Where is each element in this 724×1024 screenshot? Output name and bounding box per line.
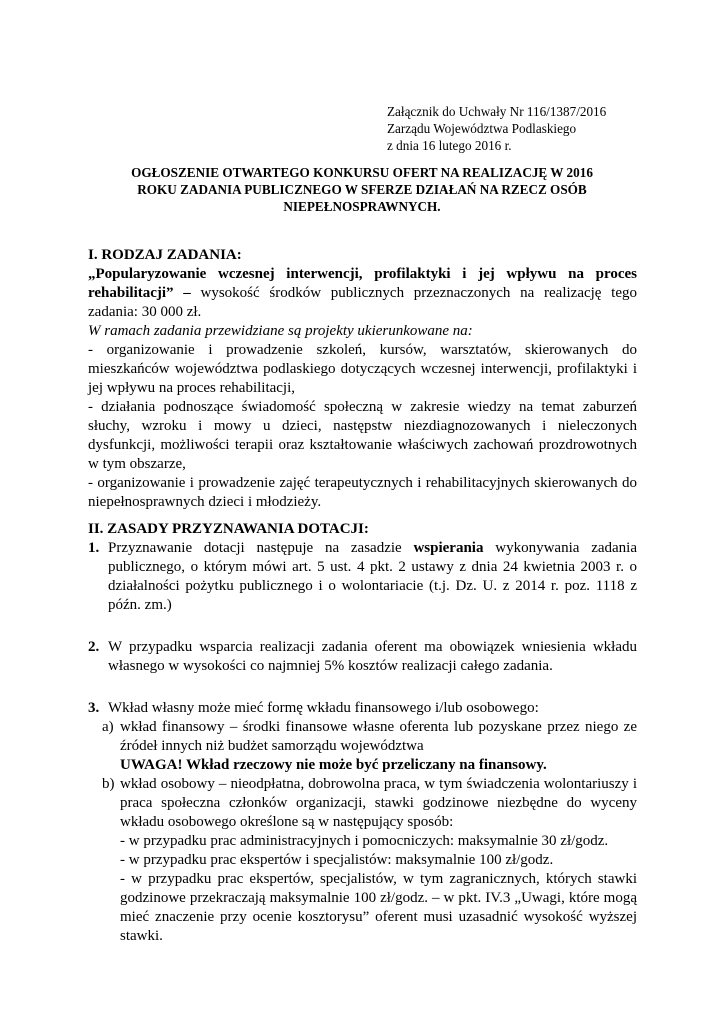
rate-experts-higher: - w przypadku prac ekspertów, specjalistów, w tym zagranicznych, których stawki godzinowe przekraczają maksymalnie 100 zł/godz. – w pkt. IV.3 „Uwagi, które mogą mieć znaczenie przy ocenie kosztorysu” oferent musi uzasadnić wysokość wyższej stawki. xyxy=(120,871,637,944)
title-line-3: NIEPEŁNOSPRAWNYCH. xyxy=(283,199,441,214)
project-bullet-2: - działania podnoszące świadomość społeczną w zakresie wiedzy na temat zaburzeń słuchy, wzroku i mowy u dzieci, następstw niezdiagnozowanych i nieleczonych dysfunkcji, możliwości terapii oraz kształtowanie właściwych zachowań prozdrowotnych w tym obszarze, xyxy=(88,399,637,472)
section-task-type xyxy=(88,246,637,512)
rule-item-3 xyxy=(88,699,637,718)
rule-item-1 xyxy=(88,539,637,615)
rule-item-3a xyxy=(88,718,637,756)
rule-item-3a-label: a) xyxy=(102,719,114,735)
rule-item-1-number: 1. xyxy=(88,540,100,556)
annex-line-1: Załącznik do Uchwały Nr 116/1387/2016 xyxy=(387,104,607,119)
rule-item-3-number: 3. xyxy=(88,700,100,716)
annex-line-2: Zarządu Województwa Podlaskiego xyxy=(387,121,577,136)
rule-item-2-text: W przypadku wsparcia realizacji zadania oferent ma obowiązek wniesienia wkładu własnego w wysokości co najmniej 5% kosztów realizacji całego zadania. xyxy=(108,639,637,674)
projects-intro: W ramach zadania przewidziane są projekty ukierunkowane na: xyxy=(88,323,473,339)
rule-item-1-emphasis: wspierania xyxy=(413,540,484,556)
rule-item-2-number: 2. xyxy=(88,639,100,655)
project-bullet-1: - organizowanie i prowadzenie szkoleń, kursów, warsztatów, skierowanych do mieszkańców województwa podlaskiego dotyczących wczesnej interwencji, profilaktyki i jej wpływu na proces rehabilitacji, xyxy=(88,342,637,396)
warning-note: UWAGA! Wkład rzeczowy nie może być przeliczany na finansowy. xyxy=(120,757,547,773)
title-line-2: ROKU ZADANIA PUBLICZNEGO W SFERZE DZIAŁAŃ NA RZECZ OSÓB xyxy=(137,182,587,197)
rate-admin: - w przypadku prac administracyjnych i pomocniczych: maksymalnie 30 zł/godz. xyxy=(120,833,609,849)
rate-experts: - w przypadku prac ekspertów i specjalistów: maksymalnie 100 zł/godz. xyxy=(120,852,554,868)
title-line-1: OGŁOSZENIE OTWARTEGO KONKURSU OFERT NA REALIZACJĘ W 2016 xyxy=(131,165,593,180)
document-title xyxy=(88,164,636,215)
spacer xyxy=(88,615,637,638)
spacer xyxy=(88,676,637,699)
project-bullet-3: - organizowanie i prowadzenie zajęć terapeutycznych i rehabilitacyjnych skierowanych do niepełnosprawnych dzieci i młodzieży. xyxy=(88,475,637,510)
rule-item-1-text-before: Przyznawanie dotacji następuje na zasadzie xyxy=(108,540,414,556)
rule-item-3-text: Wkład własny może mieć formę wkładu finansowego i/lub osobowego: xyxy=(108,700,539,716)
annex-line-3: z dnia 16 lutego 2016 r. xyxy=(387,138,512,153)
section-grant-rules xyxy=(88,520,637,946)
rule-item-1-text-after: wykonywania zadania publicznego, o którym mówi art. 5 ust. 4 pkt. 2 ustawy z dnia 24 kwietnia 2003 r. o działalności pożytku publicznego i o wolontariacie (t.j. Dz. U. z 2014 r. poz. 1118 z późn. zm.) xyxy=(108,540,637,613)
rule-item-3b-label: b) xyxy=(102,776,115,792)
rule-item-3a-text: wkład finansowy – środki finansowe własne oferenta lub pozyskane przez niego ze źródeł innych niż budżet samorządu województwa xyxy=(120,719,637,754)
annex-reference xyxy=(387,103,606,154)
task-funds: wysokość środków publicznych przeznaczonych na realizację tego zadania: 30 000 zł. xyxy=(88,285,638,320)
section-2-heading: II. ZASADY PRZYZNAWANIA DOTACJI: xyxy=(88,521,369,537)
rule-item-3b-text: wkład osobowy – nieodpłatna, dobrowolna praca, w tym świadczenia wolontariuszy i praca społeczna członków organizacji, stawki godzinowe niezbędne do wyceny wkładu osobowego określone są w następujący sposób: xyxy=(120,776,637,830)
section-1-heading: I. RODZAJ ZADANIA: xyxy=(88,247,242,263)
task-description xyxy=(88,265,637,322)
rule-item-2 xyxy=(88,638,637,676)
task-name: „Popularyzowanie wczesnej interwencji, profilaktyki i jej wpływu na proces rehabilitacji” – xyxy=(88,266,637,301)
rule-item-3b xyxy=(88,775,637,832)
